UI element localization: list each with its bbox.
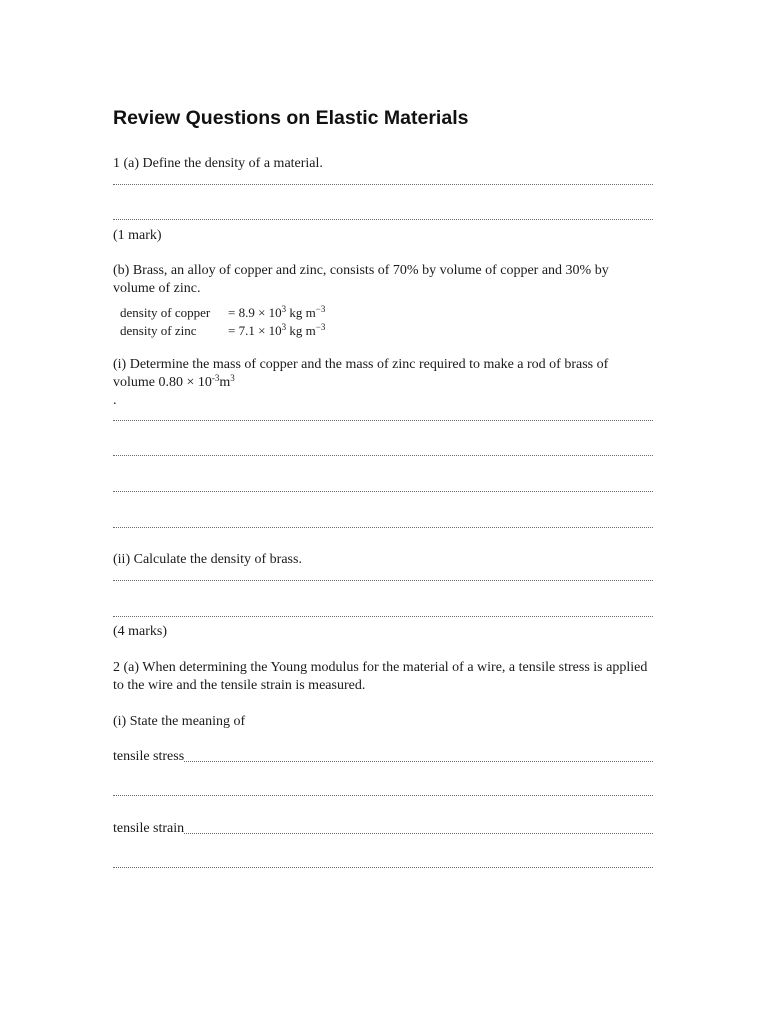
question-1b-text: (b) Brass, an alloy of copper and zinc, consists of 70% by volume of copper and 30% by volume of zinc. xyxy=(113,263,609,296)
density-copper-row xyxy=(120,304,325,321)
answer-line[interactable] xyxy=(113,527,653,528)
answer-line[interactable] xyxy=(184,761,653,762)
density-power: 3 xyxy=(281,322,287,332)
volume-unit: m xyxy=(219,375,231,390)
density-unit-power: −3 xyxy=(315,304,326,314)
question-1bi-volume xyxy=(113,374,235,391)
stray-dot: . xyxy=(113,393,117,408)
marks-label: (4 marks) xyxy=(113,624,168,639)
volume-text: volume 0.80 × 10 xyxy=(113,375,212,390)
answer-line[interactable] xyxy=(113,867,653,868)
density-label: density of zinc xyxy=(120,323,197,338)
answer-line[interactable] xyxy=(113,795,653,796)
question-2ai-text: (i) State the meaning of xyxy=(113,714,246,729)
answer-line[interactable] xyxy=(113,491,653,492)
answer-line[interactable] xyxy=(113,580,653,581)
density-value: = 7.1 × 10 xyxy=(228,323,282,338)
answer-line[interactable] xyxy=(113,420,653,421)
tensile-strain-row xyxy=(113,820,653,837)
question-2a-text: 2 (a) When determining the Young modulus for the material of a wire, a tensile stress is applied to the wire and the tensile strain is measured. xyxy=(113,660,648,693)
density-unit-power: −3 xyxy=(315,322,326,332)
answer-line[interactable] xyxy=(184,833,653,834)
tensile-stress-row xyxy=(113,748,653,765)
answer-line[interactable] xyxy=(113,616,653,617)
density-power: 3 xyxy=(281,304,287,314)
question-1a-text: 1 (a) Define the density of a material. xyxy=(113,156,323,171)
density-zinc-row xyxy=(120,322,325,339)
answer-line[interactable] xyxy=(113,184,653,185)
volume-unit-power: 3 xyxy=(230,373,235,383)
answer-line[interactable] xyxy=(113,219,653,220)
volume-power: -3 xyxy=(211,373,220,383)
marks-label: (1 mark) xyxy=(113,228,162,243)
density-value: = 8.9 × 10 xyxy=(228,305,282,320)
question-1bii-text: (ii) Calculate the density of brass. xyxy=(113,552,302,567)
tensile-strain-label: tensile strain xyxy=(113,821,185,836)
answer-line[interactable] xyxy=(113,455,653,456)
page-title: Review Questions on Elastic Materials xyxy=(113,107,469,129)
density-unit: kg m xyxy=(286,323,316,338)
tensile-stress-label: tensile stress xyxy=(113,749,185,764)
density-unit: kg m xyxy=(286,305,316,320)
question-1bi-text: (i) Determine the mass of copper and the mass of zinc required to make a rod of brass of xyxy=(113,357,609,372)
density-label: density of copper xyxy=(120,305,211,320)
